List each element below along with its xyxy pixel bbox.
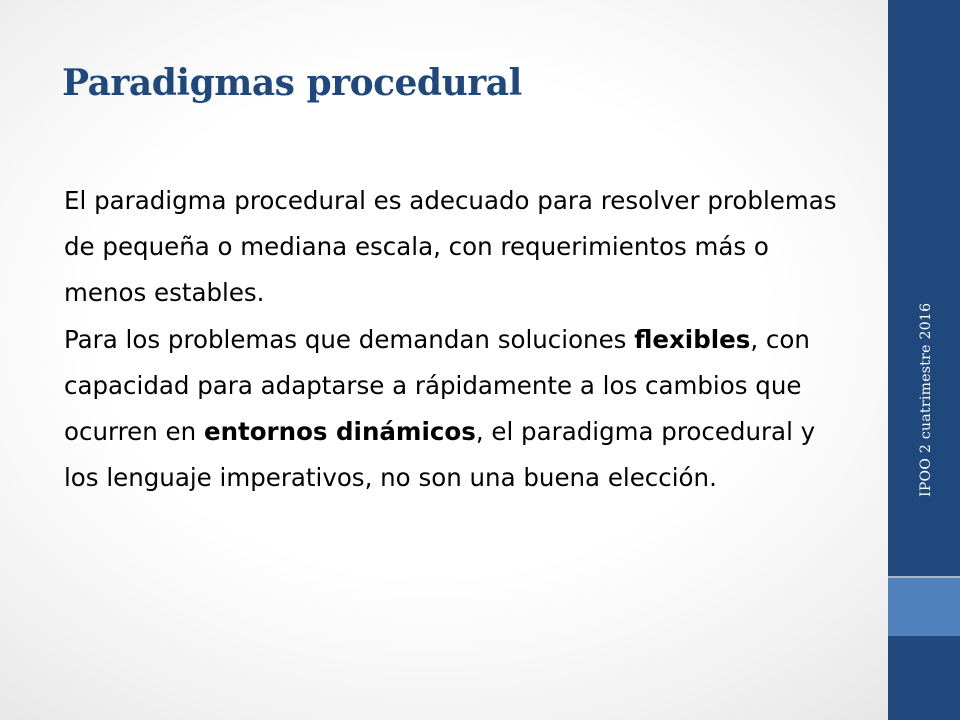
paragraph-1: El paradigma procedural es adecuado para resolver problemas de pequeña o mediana escala, con requerimientos más o menos estables. — [64, 186, 837, 307]
footer-text: IPOO 2 cuatrimestre 2016 — [918, 302, 934, 497]
slide-body — [64, 178, 854, 501]
sidebar-accent-block — [888, 578, 960, 636]
slide-title: Paradigmas procedural — [62, 62, 522, 104]
paragraph-2-part-2: , con capacidad para adaptarse a rápidamente a los cambios que ocurren en — [64, 325, 810, 446]
paragraph-2-part-3: , el paradigma procedural y los lenguaje imperativos, no son una buena elección. — [64, 417, 816, 492]
emphasis-entornos-dinamicos: entornos dinámicos — [203, 417, 476, 446]
paragraph-2-part-1: Para los problemas que demandan soluciones — [64, 325, 635, 354]
emphasis-flexibles: flexibles — [634, 325, 751, 354]
paragraph-2 — [64, 317, 854, 501]
